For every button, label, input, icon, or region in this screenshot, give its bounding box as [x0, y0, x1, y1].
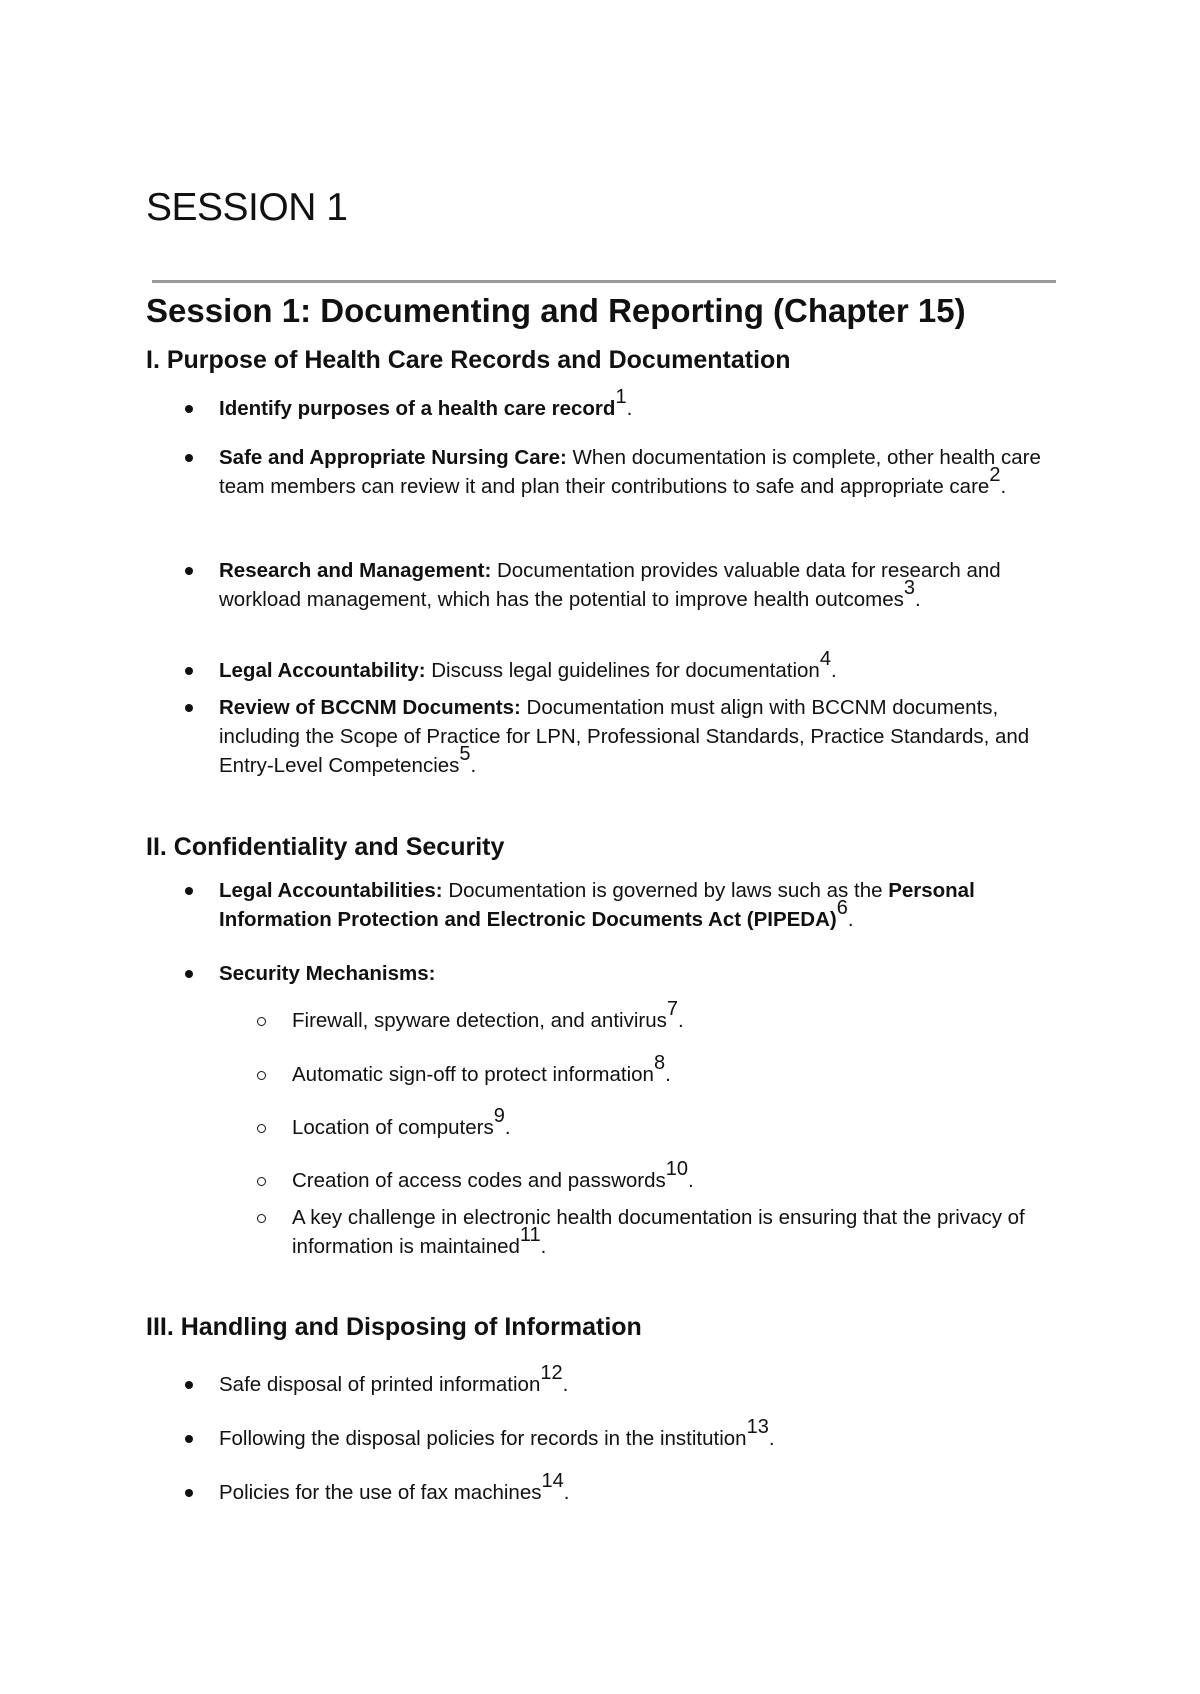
item-text: Policies for the use of fax machines: [219, 1481, 542, 1504]
item-text: Documentation is governed by laws such as the: [442, 879, 889, 902]
bullet-icon: [185, 887, 193, 895]
hollow-bullet-icon: [257, 1124, 266, 1133]
footnote-ref: 3: [903, 577, 915, 600]
list-item: [219, 1470, 1069, 1507]
section-heading-handling: III. Handling and Disposing of Information: [146, 1313, 642, 1341]
bullet-icon: [185, 1381, 193, 1389]
hollow-bullet-icon: [257, 1017, 266, 1026]
item-end: .: [847, 908, 854, 931]
list-item: [219, 1362, 1069, 1399]
item-text: When documentation is complete, other health care team members can review it and plan their contributions to safe and appropriate care: [219, 446, 1041, 498]
list-item: [219, 693, 1069, 780]
item-bold: Research and Management:: [219, 559, 492, 582]
footnote-ref: 14: [541, 1470, 564, 1493]
session-title: SESSION 1: [146, 186, 348, 229]
item-text: Following the disposal policies for records in the institution: [219, 1427, 747, 1450]
bullet-icon: [185, 567, 193, 575]
item-text: Creation of access codes and passwords: [292, 1169, 666, 1192]
list-item: [219, 648, 1069, 685]
hollow-bullet-icon: [257, 1071, 266, 1080]
item-end: .: [540, 1235, 547, 1258]
list-item: [219, 556, 1069, 614]
item-text: Firewall, spyware detection, and antivirus: [292, 1009, 667, 1032]
item-end: .: [768, 1427, 775, 1450]
sub-list-item: [292, 1052, 1072, 1089]
section-heading-purpose: I. Purpose of Health Care Records and Documentation: [146, 346, 791, 374]
item-text: Documentation provides valuable data for research and workload management, which has the potential to improve health outcomes: [219, 559, 1001, 611]
item-end: .: [626, 397, 633, 420]
item-text: Automatic sign-off to protect information: [292, 1063, 654, 1086]
footnote-ref: 11: [519, 1224, 541, 1247]
footnote-ref: 12: [540, 1362, 563, 1385]
item-end: .: [665, 1063, 671, 1086]
item-end: .: [563, 1481, 570, 1504]
item-end: .: [914, 588, 921, 611]
item-bold: Safe and Appropriate Nursing Care:: [219, 446, 567, 469]
hollow-bullet-icon: [257, 1177, 266, 1186]
horizontal-rule: [152, 280, 1056, 283]
sub-list-item: [292, 1203, 1072, 1261]
list-item: [219, 1416, 1069, 1453]
footnote-ref: 5: [459, 743, 471, 766]
item-text: A key challenge in electronic health documentation is ensuring that the privacy of information is maintained: [292, 1206, 1025, 1258]
footnote-ref: 10: [665, 1158, 689, 1181]
item-text: Documentation must align with BCCNM documents, including the Scope of Practice for LPN, Professional Standards, Practice Standards, and Entry-Level Competencies: [219, 696, 1030, 777]
item-bold: Review of BCCNM Documents:: [219, 696, 521, 719]
item-text: Safe disposal of printed information: [219, 1373, 541, 1396]
list-item: [219, 386, 1069, 423]
footnote-ref: 6: [836, 897, 848, 920]
section-heading-confidentiality: II. Confidentiality and Security: [146, 833, 505, 861]
item-bold: Legal Accountabilities:: [219, 879, 443, 902]
list-item: [219, 443, 1069, 501]
footnote-ref: 13: [746, 1416, 769, 1439]
sub-list-item: [292, 1105, 1072, 1142]
bullet-icon: [185, 405, 193, 413]
footnote-ref: 7: [666, 998, 678, 1021]
bullet-icon: [185, 1435, 193, 1443]
item-end: .: [562, 1373, 569, 1396]
footnote-ref: 4: [819, 648, 831, 671]
main-heading: Session 1: Documenting and Reporting (Chapter 15): [146, 292, 966, 329]
sub-list-item: [292, 1158, 1072, 1195]
item-text: Discuss legal guidelines for documentation: [425, 659, 820, 682]
bullet-icon: [185, 454, 193, 462]
sub-list-item: [292, 998, 1072, 1035]
footnote-ref: 1: [615, 386, 627, 409]
item-bold: Legal Accountability:: [219, 659, 426, 682]
item-end: .: [688, 1169, 694, 1192]
item-end: .: [678, 1009, 684, 1032]
list-item-legal: [219, 876, 1069, 934]
item-end: .: [830, 659, 837, 682]
hollow-bullet-icon: [257, 1214, 266, 1223]
item-text: Location of computers: [292, 1116, 494, 1139]
item-end: .: [1000, 475, 1007, 498]
bullet-icon: [185, 704, 193, 712]
item-end: .: [470, 754, 477, 777]
pipeda-name: Personal Information Protection and Electronic Documents Act (PIPEDA): [219, 879, 975, 931]
item-end: .: [504, 1116, 511, 1139]
footnote-ref: 9: [493, 1105, 505, 1128]
bullet-icon: [185, 1489, 193, 1497]
item-bold: Identify purposes of a health care record: [219, 397, 616, 420]
bullet-icon: [185, 970, 193, 978]
bullet-icon: [185, 667, 193, 675]
footnote-ref: 2: [989, 464, 1001, 487]
footnote-ref: 8: [653, 1052, 666, 1075]
security-label: Security Mechanisms:: [219, 962, 436, 985]
list-item-security: [219, 959, 1069, 988]
